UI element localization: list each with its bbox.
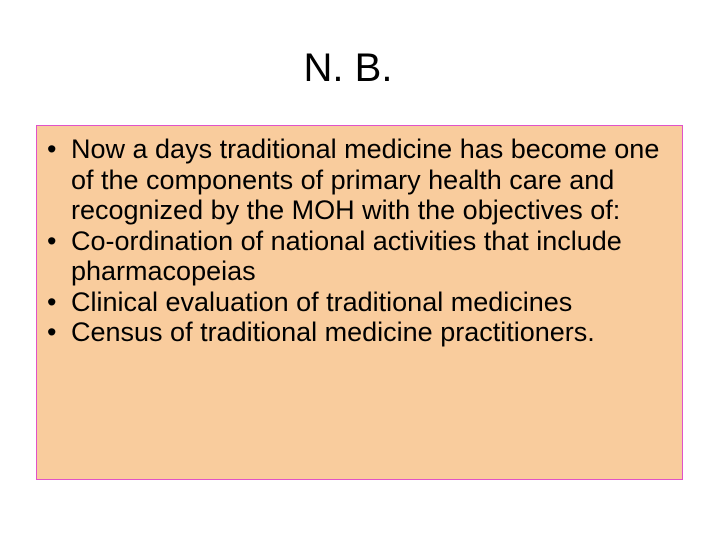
list-item-text: Census of traditional medicine practitioners. (71, 317, 595, 347)
bullet-icon: • (47, 317, 57, 347)
slide-title: N. B. (303, 46, 393, 90)
list-item-text: Now a days traditional medicine has become one of the components of primary health care and recognized by the MOH with the objectives of: (71, 134, 660, 225)
list-item (37, 317, 672, 348)
list-item-text: Clinical evaluation of traditional medicines (71, 286, 573, 317)
bullet-icon: • (47, 134, 57, 164)
list-item (37, 226, 672, 287)
list-item (37, 287, 672, 318)
bullet-icon: • (47, 286, 57, 317)
list-item-text: Co-ordination of national activities that include pharmacopeias (71, 225, 622, 286)
bullet-list (37, 126, 682, 348)
content-box (36, 125, 683, 480)
bullet-icon: • (47, 225, 57, 256)
list-item (37, 134, 672, 226)
